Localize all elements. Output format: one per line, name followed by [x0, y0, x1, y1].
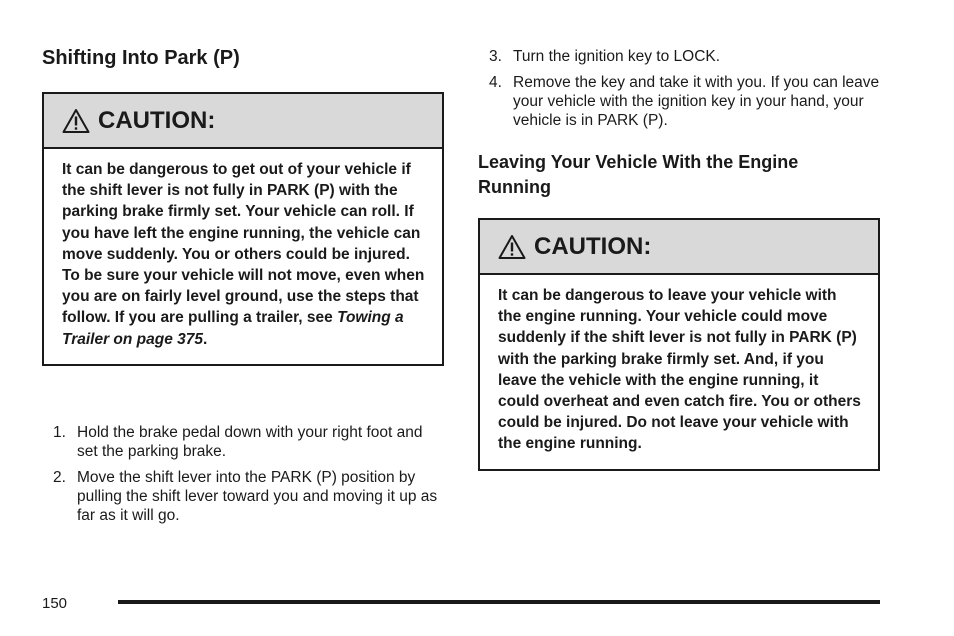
warning-triangle-icon [498, 234, 526, 260]
step-text: Move the shift lever into the PARK (P) position by pulling the shift lever toward you and moving it up as far as it will go. [77, 469, 438, 524]
list-item [42, 468, 444, 525]
caution-box-park [42, 92, 444, 366]
step-text: Turn the ignition key to LOCK. [513, 48, 721, 65]
caution-body-end: . [203, 330, 208, 348]
caution-box-engine-running [478, 218, 880, 471]
caution-header [44, 94, 442, 149]
caution-title: CAUTION: [534, 232, 652, 260]
list-item [478, 47, 880, 66]
step-number: 3. [489, 48, 502, 65]
page-number: 150 [42, 595, 68, 612]
warning-triangle-icon [62, 108, 90, 134]
cross-reference-link[interactable]: Towing a Trailer on page 375 [62, 309, 404, 348]
caution-text [44, 149, 442, 364]
section-heading-leaving-vehicle: Leaving Your Vehicle With the Engine Running [478, 152, 799, 197]
list-item [42, 423, 444, 461]
caution-text [480, 275, 878, 469]
step-text: Remove the key and take it with you. If you can leave your vehicle with the ignition key in your hand, your vehicle is in PARK (P). [513, 74, 880, 129]
steps-list-right [478, 47, 880, 137]
section-heading-shifting-into-park: Shifting Into Park (P) [42, 47, 240, 69]
step-number: 2. [53, 469, 66, 486]
caution-title: CAUTION: [98, 106, 216, 134]
step-number: 4. [489, 74, 502, 91]
caution-header [480, 220, 878, 275]
footer-divider [118, 600, 880, 604]
step-number: 1. [53, 424, 66, 441]
steps-list-left [42, 423, 444, 532]
caution-body-text: It can be dangerous to get out of your vehicle if the shift lever is not fully in PARK (P) with the parking brake firmly set. Your vehicle can roll. If you have left the engine running, the vehicle can move suddenly. You or others could be injured. To be sure your vehicle will not move, even when you are on fairly level ground, use the steps that follow. If you are pulling a trailer, see [62, 161, 425, 327]
list-item [478, 73, 880, 130]
step-text: Hold the brake pedal down with your right foot and set the parking brake. [77, 424, 423, 460]
caution-body-text: It can be dangerous to leave your vehicle with the engine running. Your vehicle could move suddenly if the shift lever is not fully in PARK (P) with the parking brake firmly set. And, if you leave the vehicle with the engine running, it could overheat and even catch fire. You or others could be injured. Do not leave your vehicle with the engine running. [498, 287, 861, 453]
